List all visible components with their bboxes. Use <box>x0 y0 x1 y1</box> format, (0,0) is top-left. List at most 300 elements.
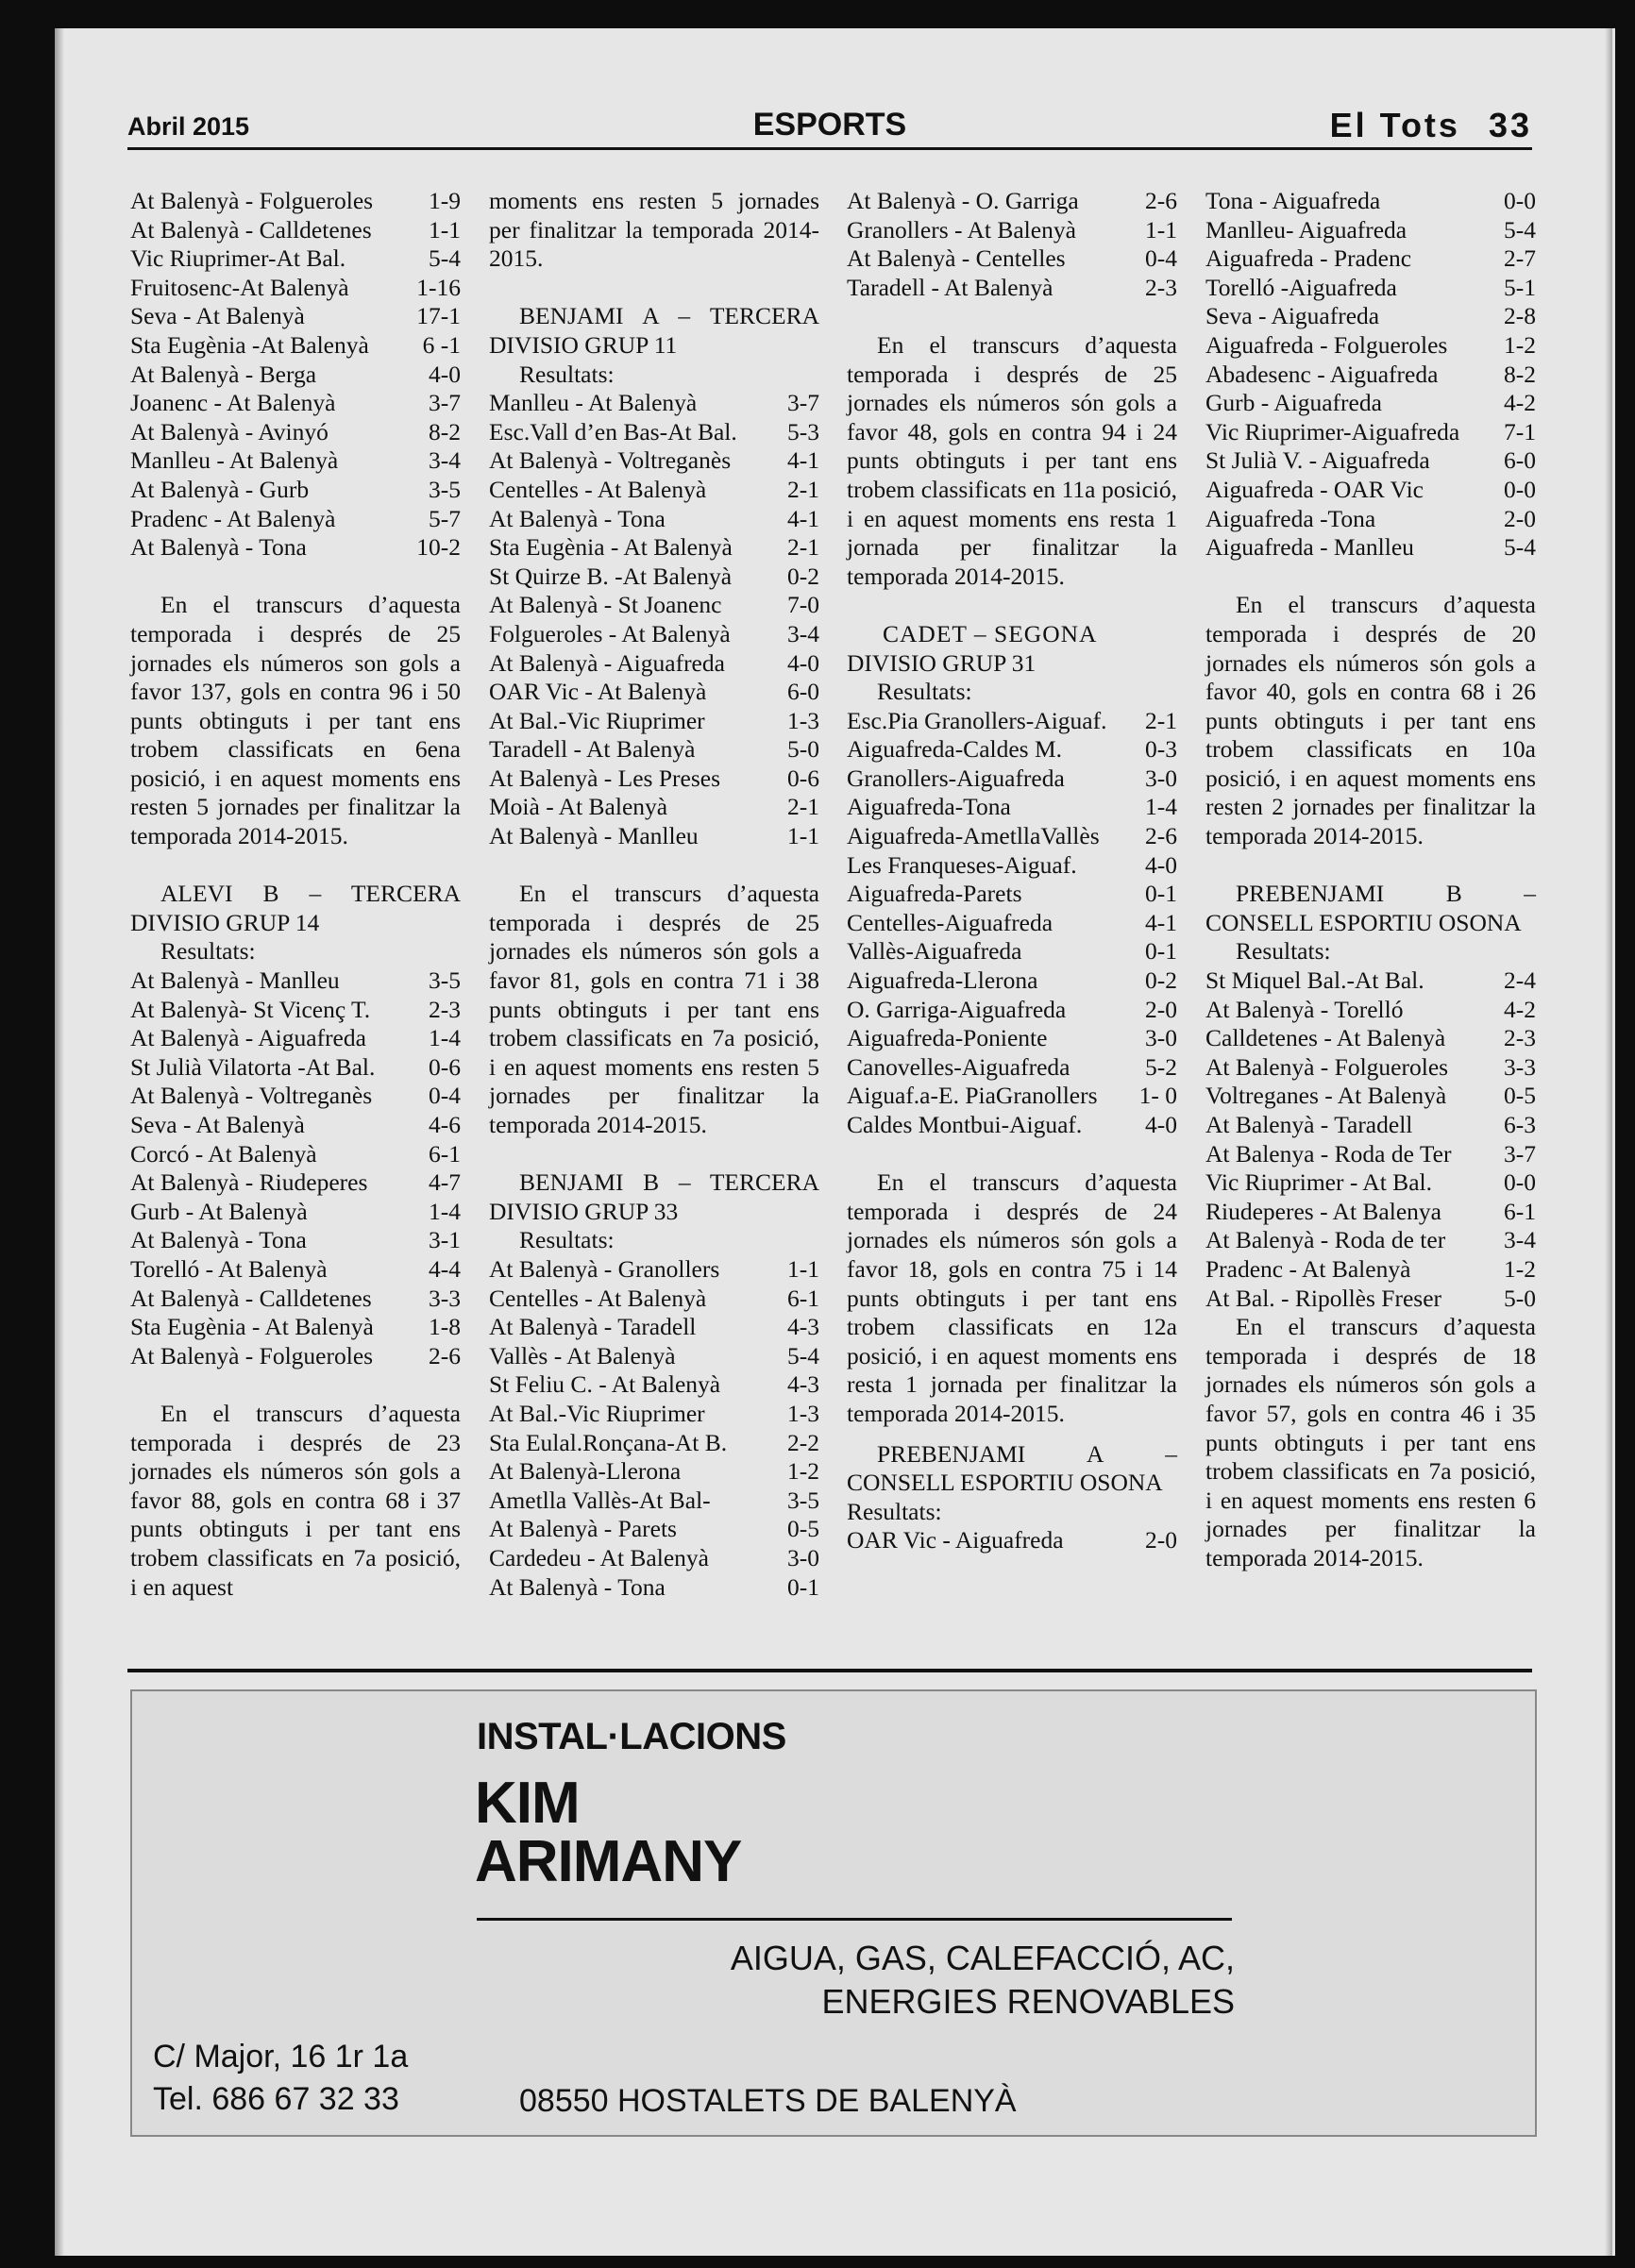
match-score: 0-3 <box>1145 735 1177 764</box>
match-score: 3-4 <box>787 619 819 647</box>
result-row <box>1205 1255 1536 1285</box>
match-score: 1-2 <box>787 1457 819 1486</box>
page-number: 33 <box>1488 106 1532 144</box>
match-score: 5-1 <box>1504 273 1536 301</box>
match-score: 0-1 <box>787 1572 819 1601</box>
match-teams: Aiguaf.a-E. PiaGranollers <box>847 1082 1098 1110</box>
result-row <box>130 1342 461 1371</box>
match-teams: Sta Eugènia - At Balenyà <box>130 1313 374 1341</box>
result-row <box>130 1082 461 1111</box>
result-row <box>847 244 1177 274</box>
match-score: 8-2 <box>429 417 461 445</box>
match-score: 1- 0 <box>1138 1082 1177 1110</box>
match-teams: Aiguafreda-AmetllaVallès <box>847 822 1100 850</box>
match-teams: Manlleu - At Balenyà <box>130 446 339 475</box>
match-teams: At Bal.-Vic Riuprimer <box>489 1399 705 1427</box>
match-score: 1-3 <box>787 1399 819 1427</box>
match-teams: Cardedeu - At Balenyà <box>489 1543 709 1571</box>
result-row <box>847 851 1177 881</box>
match-teams: Corcó - At Balenyà <box>130 1139 317 1168</box>
match-score: 3-0 <box>1145 1024 1177 1052</box>
result-row <box>847 880 1177 909</box>
match-teams: Gurb - Aiguafreda <box>1205 389 1382 417</box>
result-row <box>1205 389 1536 418</box>
result-row <box>130 966 461 996</box>
match-teams: Torelló - At Balenyà <box>130 1254 328 1283</box>
results-label: Resultats: <box>847 1497 942 1525</box>
match-teams: St Julià V. - Aiguafreda <box>1205 446 1430 475</box>
match-teams: Aiguafreda-Tona <box>847 793 1011 821</box>
results-label: Resultats: <box>877 678 972 706</box>
match-teams: At Balenyà - Tona <box>489 504 666 532</box>
result-row <box>1205 505 1536 534</box>
match-score: 1-8 <box>429 1313 461 1341</box>
match-score: 4-6 <box>429 1111 461 1138</box>
result-row <box>130 331 461 361</box>
match-teams: At Balenyà - Folgueroles <box>130 187 374 214</box>
result-row <box>130 1111 461 1140</box>
results-list <box>847 707 1177 1140</box>
match-teams: Sta Eulal.Ronçana-At B. <box>489 1428 728 1456</box>
match-score: 4-1 <box>787 504 819 532</box>
match-teams: At Balenyà - Les Preses <box>489 764 721 792</box>
result-row <box>1205 1024 1536 1053</box>
match-score: 3-1 <box>429 1226 461 1254</box>
result-row <box>847 1024 1177 1053</box>
match-teams: Riudeperes - At Balenya <box>1205 1197 1441 1225</box>
match-teams: At Balenyà - Manlleu <box>130 966 340 995</box>
match-score: 5-0 <box>787 735 819 764</box>
result-row <box>130 1168 461 1198</box>
match-teams: At Balenyà - Tona <box>130 1226 307 1254</box>
match-teams: At Balenyà - Aiguafreda <box>130 1024 366 1052</box>
result-row <box>130 418 461 447</box>
match-teams: At Balenyà - Taradell <box>489 1313 697 1341</box>
result-row <box>847 1526 1177 1555</box>
match-score: 3-3 <box>429 1284 461 1312</box>
match-teams: Seva - At Balenyà <box>130 302 305 330</box>
result-row <box>489 563 819 592</box>
match-teams: Caldes Montbui-Aiguaf. <box>847 1111 1083 1138</box>
match-score: 3-3 <box>1504 1052 1536 1081</box>
match-score: 5-4 <box>1504 533 1536 562</box>
ad-phone: Tel. 686 67 32 33 <box>153 2081 399 2117</box>
result-row <box>847 1111 1177 1140</box>
match-teams: At Balenyà - Tona <box>489 1572 666 1601</box>
match-score: 6-0 <box>787 678 819 706</box>
match-teams: Ametlla Vallès-At Bal- <box>489 1486 711 1514</box>
match-score: 17-1 <box>416 302 461 330</box>
section-heading: PREBENJAMI B – CONSELL ESPORTIU OSONA <box>1205 880 1536 936</box>
match-teams: At Balenyà - St Joanenc <box>489 591 722 619</box>
result-row <box>130 533 461 563</box>
results-list <box>1205 187 1536 563</box>
result-row <box>489 389 819 418</box>
match-score: 1-2 <box>1504 1254 1536 1283</box>
section-heading <box>847 620 1177 649</box>
match-score: 4-0 <box>787 648 819 677</box>
result-row <box>489 793 819 822</box>
match-score: 0-0 <box>1504 475 1536 503</box>
match-score: 2-6 <box>1145 822 1177 850</box>
page-spine <box>55 28 64 2256</box>
result-row <box>489 418 819 447</box>
match-teams: St Julià Vilatorta -At Bal. <box>130 1052 376 1081</box>
match-score: 5-0 <box>1504 1284 1536 1312</box>
results-list <box>130 966 461 1370</box>
section-title: ESPORTS <box>752 107 907 143</box>
result-row <box>130 1053 461 1083</box>
match-score: 0-0 <box>1504 1168 1536 1197</box>
match-score: 4-2 <box>1504 995 1536 1023</box>
match-score: 1-1 <box>1145 215 1177 244</box>
result-row <box>1205 1168 1536 1198</box>
result-row <box>489 1370 819 1400</box>
result-row <box>130 1313 461 1342</box>
result-row <box>130 476 461 505</box>
result-row <box>489 476 819 505</box>
result-row <box>489 1313 819 1342</box>
result-row <box>847 274 1177 303</box>
ad-services: AIGUA, GAS, CALEFACCIÓ, AC, <box>730 1939 1235 1977</box>
match-teams: At Bal.-Vic Riuprimer <box>489 706 705 734</box>
match-teams: At Balenyà - Riudeperes <box>130 1168 368 1197</box>
match-teams: Seva - At Balenyà <box>130 1111 305 1138</box>
result-row <box>1205 361 1536 390</box>
match-teams: Voltreganes - At Balenyà <box>1205 1082 1447 1110</box>
match-teams: Granollers-Aiguafreda <box>847 764 1065 792</box>
result-row <box>1205 966 1536 996</box>
match-teams: Calldetenes - At Balenyà <box>1205 1024 1446 1052</box>
match-score: 0-1 <box>1145 880 1177 908</box>
match-score: 2-1 <box>787 475 819 503</box>
match-teams: At Balenyà - Voltreganès <box>489 446 732 475</box>
result-row <box>847 764 1177 794</box>
match-teams: Centelles-Aiguafreda <box>847 908 1053 936</box>
match-score: 6-1 <box>1504 1197 1536 1225</box>
match-score: 1-1 <box>787 822 819 850</box>
match-teams: Centelles - At Balenyà <box>489 1284 707 1312</box>
result-row <box>847 216 1177 245</box>
match-score: 4-7 <box>429 1168 461 1197</box>
match-teams: Aiguafreda - Folgueroles <box>1205 330 1448 359</box>
match-teams: At Balenyà - Gurb <box>130 475 310 503</box>
match-score: 5-4 <box>787 1341 819 1369</box>
match-score: 4-4 <box>429 1254 461 1283</box>
match-score: 3-5 <box>787 1486 819 1514</box>
page-edge <box>1605 28 1612 2256</box>
match-teams: Folgueroles - At Balenyà <box>489 619 731 647</box>
match-teams: At Balenyà - Centelles <box>847 244 1066 273</box>
match-teams: Moià - At Balenyà <box>489 793 668 821</box>
match-teams: St Quirze B. -At Balenyà <box>489 562 733 590</box>
result-row <box>130 446 461 476</box>
match-score: 6-0 <box>1504 446 1536 475</box>
results-list <box>847 1526 1177 1555</box>
match-score: 2-0 <box>1145 1526 1177 1554</box>
match-score: 4-0 <box>1145 850 1177 879</box>
ad-divider <box>127 1669 1532 1672</box>
match-teams: At Balenyà - Manlleu <box>489 822 699 850</box>
match-teams: Canovelles-Aiguafreda <box>847 1052 1070 1081</box>
results-list <box>489 1255 819 1602</box>
result-row <box>489 1487 819 1516</box>
match-teams: Sta Eugènia - At Balenyà <box>489 533 733 562</box>
match-teams: Aiguafreda-Llerona <box>847 966 1038 995</box>
result-row <box>130 1255 461 1285</box>
match-teams: At Balenyà - Torelló <box>1205 995 1404 1023</box>
result-row <box>1205 187 1536 216</box>
match-score: 4-3 <box>787 1313 819 1341</box>
ad-address: C/ Major, 16 1r 1a <box>153 2039 409 2075</box>
match-teams: Vic Riuprimer-Aiguafreda <box>1205 417 1460 445</box>
match-teams: Vic Riuprimer-At Bal. <box>130 244 346 273</box>
match-teams: At Balenyà- St Vicenç T. <box>130 995 371 1023</box>
result-row <box>489 1255 819 1285</box>
season-summary: En el transcurs d’aquesta temporada i després de 24 jornades els números són gols a favor 18, gols en contra 75 i 14 punts obtinguts i per tant ens trobem classificats en 12a posició, i en aquest moments ens resta 1 jornada per finalitzar la temporada 2014-2015. <box>847 1168 1177 1427</box>
page-header <box>127 104 1532 150</box>
match-score: 4-3 <box>787 1370 819 1399</box>
match-score: 4-1 <box>1145 908 1177 936</box>
results-label: Resultats: <box>519 360 615 388</box>
match-teams: Abadesenc - Aiguafreda <box>1205 360 1439 388</box>
result-row <box>1205 1285 1536 1314</box>
match-score: 0-1 <box>1145 937 1177 966</box>
match-score: 2-1 <box>787 533 819 562</box>
match-teams: Gurb - At Balenyà <box>130 1197 308 1225</box>
match-score: 1-4 <box>429 1197 461 1225</box>
match-score: 7-1 <box>1504 417 1536 445</box>
result-row <box>489 446 819 476</box>
season-summary-continued: moments ens resten 5 jornades per finalitzar la temporada 2014-2015. <box>489 187 819 273</box>
ad-business-name <box>475 1771 742 1894</box>
ad-rule <box>477 1918 1232 1921</box>
ad-postal: 08550 HOSTALETS DE BALENYÀ <box>519 2083 1017 2119</box>
match-teams: Granollers - At Balenyà <box>847 215 1076 244</box>
ad-services: ENERGIES RENOVABLES <box>821 1982 1235 2021</box>
match-teams: At Balenyà - Folgueroles <box>130 1341 374 1369</box>
column-1 <box>130 187 461 1602</box>
match-teams: Aiguafreda - Manlleu <box>1205 533 1414 562</box>
column-4 <box>1205 187 1536 1573</box>
match-score: 2-1 <box>787 793 819 821</box>
match-teams: Vallès-Aiguafreda <box>847 937 1022 966</box>
match-teams: Vic Riuprimer - At Bal. <box>1205 1168 1432 1197</box>
match-teams: Torelló -Aiguafreda <box>1205 273 1397 301</box>
result-row <box>130 1285 461 1314</box>
season-summary: En el transcurs d’aquesta temporada i després de 20 jornades els números són gols a favor 40, gols en contra 68 i 26 punts obtinguts i per tant ens trobem classificats en 10a posició, i en aquest moments ens resten 2 jornades per finalitzar la temporada 2014-2015. <box>1205 591 1536 850</box>
result-row <box>489 1429 819 1458</box>
match-teams: Fruitosenc-At Balenyà <box>130 273 349 301</box>
result-row <box>489 649 819 679</box>
result-row <box>847 735 1177 764</box>
match-teams: Centelles - At Balenyà <box>489 475 707 503</box>
match-score: 5-4 <box>429 244 461 273</box>
match-score: 6 -1 <box>422 330 461 359</box>
match-score: 1-4 <box>1145 793 1177 821</box>
match-teams: Sta Eugènia -At Balenyà <box>130 330 369 359</box>
match-score: 2-1 <box>1145 706 1177 734</box>
match-score: 3-7 <box>1504 1139 1536 1168</box>
result-row <box>489 1285 819 1314</box>
match-score: 1-9 <box>429 187 461 214</box>
match-teams: Aiguafreda-Caldes M. <box>847 735 1063 764</box>
match-score: 0-6 <box>787 764 819 792</box>
match-score: 2-6 <box>1145 187 1177 214</box>
match-teams: At Balenyà - Folgueroles <box>1205 1052 1449 1081</box>
ad-name-line: ARIMANY <box>475 1829 742 1894</box>
result-row <box>489 1573 819 1603</box>
match-teams: Manlleu - At Balenyà <box>489 389 698 417</box>
result-row <box>130 361 461 390</box>
result-row <box>847 822 1177 851</box>
result-row <box>1205 216 1536 245</box>
section-heading: BENJAMI A – TERCERA DIVISIO GRUP 11 <box>489 302 819 359</box>
match-score: 2-4 <box>1504 966 1536 995</box>
match-score: 7-0 <box>787 591 819 619</box>
season-summary: En el transcurs d’aquesta temporada i després de 23 jornades els números són gols a favor 88, gols en contra 68 i 37 punts obtinguts i per tant ens trobem classificats en 7a posició, i en aquest <box>130 1399 461 1601</box>
match-score: 3-4 <box>429 446 461 475</box>
result-row <box>847 996 1177 1025</box>
match-teams: Aiguafreda -Tona <box>1205 504 1376 532</box>
match-score: 2-7 <box>1504 244 1536 273</box>
result-row <box>489 678 819 707</box>
match-teams: At Balenyà - O. Garriga <box>847 187 1079 214</box>
match-score: 3-5 <box>429 966 461 995</box>
match-teams: At Balenyà - Calldetenes <box>130 215 372 244</box>
match-score: 6-3 <box>1504 1111 1536 1138</box>
result-row <box>847 793 1177 822</box>
result-row <box>489 735 819 764</box>
match-teams: At Balenya - Roda de Ter <box>1205 1139 1452 1168</box>
season-summary: En el transcurs d’aquesta temporada i després de 18 jornades els números són gols a favor 57, gols en contra 46 i 35 punts obtinguts i per tant ens trobem classificats en 7a posició, i en aquest moments ens resten 6 jornades per finalitzar la temporada 2014-2015. <box>1205 1313 1536 1571</box>
result-row <box>130 505 461 534</box>
result-row <box>130 1198 461 1227</box>
result-row <box>130 389 461 418</box>
result-row <box>489 764 819 794</box>
result-row <box>489 533 819 563</box>
match-score: 3-7 <box>787 389 819 417</box>
match-score: 0-2 <box>1145 966 1177 995</box>
match-score: 4-0 <box>1145 1111 1177 1138</box>
publication-title <box>1330 106 1532 145</box>
result-row <box>1205 476 1536 505</box>
result-row <box>847 1082 1177 1111</box>
result-row <box>489 1400 819 1429</box>
results-list <box>489 389 819 851</box>
match-score: 2-0 <box>1145 995 1177 1023</box>
match-teams: Les Franqueses-Aiguaf. <box>847 850 1077 879</box>
result-row <box>847 937 1177 966</box>
match-score: 0-4 <box>429 1082 461 1110</box>
result-row <box>130 244 461 274</box>
match-score: 4-0 <box>429 360 461 388</box>
match-teams: Pradenc - At Balenyà <box>130 504 336 532</box>
result-row <box>1205 1140 1536 1169</box>
result-row <box>489 707 819 736</box>
ad-name-line: KIM <box>475 1771 580 1836</box>
result-row <box>489 1544 819 1573</box>
match-teams: Taradell - At Balenyà <box>847 273 1053 301</box>
result-row <box>130 216 461 245</box>
match-score: 1-3 <box>787 706 819 734</box>
results-list <box>130 187 461 563</box>
result-row <box>489 1457 819 1487</box>
match-teams: At Balenyà - Granollers <box>489 1254 720 1283</box>
season-summary: En el transcurs d’aquesta temporada i després de 25 jornades els números són gols a favor 48, gols en contra 94 i 24 punts obtinguts i per tant ens trobem classificats en 11a posició, i en aquest moments ens resta 1 jornada per finalitzar la temporada 2014-2015. <box>847 330 1177 590</box>
match-score: 2-3 <box>429 995 461 1023</box>
match-teams: At Balenyà - Voltreganès <box>130 1082 373 1110</box>
match-teams: Aiguafreda - OAR Vic <box>1205 475 1424 503</box>
result-row <box>130 996 461 1025</box>
match-teams: Taradell - At Balenyà <box>489 735 696 764</box>
result-row <box>847 187 1177 216</box>
match-score: 2-0 <box>1504 504 1536 532</box>
match-teams: At Balenyà - Parets <box>489 1515 677 1543</box>
match-teams: At Balenyà - Avinyó <box>130 417 329 445</box>
match-score: 0-4 <box>1145 244 1177 273</box>
result-row <box>489 822 819 851</box>
match-score: 5-2 <box>1145 1052 1177 1081</box>
section-heading: ALEVI B – TERCERA DIVISIO GRUP 14 <box>130 880 461 936</box>
match-score: 1-1 <box>429 215 461 244</box>
result-row <box>489 620 819 649</box>
match-teams: O. Garriga-Aiguafreda <box>847 995 1067 1023</box>
match-teams: At Balenyà - Tona <box>130 533 307 562</box>
match-teams: St Miquel Bal.-At Bal. <box>1205 966 1424 995</box>
result-row <box>1205 302 1536 331</box>
match-score: 2-3 <box>1145 273 1177 301</box>
results-label: Resultats: <box>160 937 256 966</box>
season-summary: En el transcurs d’aquesta temporada i després de 25 jornades els números són gols a favor 81, gols en contra 71 i 38 punts obtinguts i per tant ens trobem classificats en 7a posició, i en aquest moments ens resten 5 jornades per finalitzar la temporada 2014-2015. <box>489 880 819 1138</box>
match-teams: Manlleu- Aiguafreda <box>1205 215 1407 244</box>
match-teams: OAR Vic - At Balenyà <box>489 678 707 706</box>
match-score: 6-1 <box>429 1139 461 1168</box>
match-teams: At Balenyà - Taradell <box>1205 1111 1413 1138</box>
match-teams: At Balenyà - Aiguafreda <box>489 648 725 677</box>
result-row <box>1205 533 1536 563</box>
match-teams: Esc.Pia Granollers-Aiguaf. <box>847 706 1107 734</box>
result-row <box>1205 1053 1536 1083</box>
match-score: 10-2 <box>416 533 461 562</box>
match-score: 1-2 <box>1504 330 1536 359</box>
match-score: 6-1 <box>787 1284 819 1312</box>
result-row <box>847 1053 1177 1083</box>
match-score: 0-5 <box>787 1515 819 1543</box>
match-teams: Tona - Aiguafreda <box>1205 187 1381 214</box>
match-teams: Esc.Vall d’en Bas-At Bal. <box>489 417 737 445</box>
result-row <box>130 302 461 331</box>
result-row <box>130 1024 461 1053</box>
match-teams: At Bal. - Ripollès Freser <box>1205 1284 1442 1312</box>
match-teams: Vallès - At Balenyà <box>489 1341 676 1369</box>
match-teams: At Balenyà - Berga <box>130 360 317 388</box>
match-teams: Pradenc - At Balenyà <box>1205 1254 1411 1283</box>
match-score: 0-0 <box>1504 187 1536 214</box>
match-score: 1-1 <box>787 1254 819 1283</box>
results-list <box>847 187 1177 302</box>
match-teams: St Feliu C. - At Balenyà <box>489 1370 721 1399</box>
match-score: 4-1 <box>787 446 819 475</box>
match-score: 3-0 <box>787 1543 819 1571</box>
match-score: 2-8 <box>1504 302 1536 330</box>
match-score: 4-2 <box>1504 389 1536 417</box>
match-teams: OAR Vic - Aiguafreda <box>847 1526 1064 1554</box>
season-summary: En el transcurs d’aquesta temporada i després de 25 jornades els números son gols a favor 137, gols en contra 96 i 50 punts obtinguts i per tant ens trobem classificats en 6ena posició, i en aquest moments ens resten 5 jornades per finalitzar la temporada 2014-2015. <box>130 591 461 850</box>
match-score: 0-5 <box>1504 1082 1536 1110</box>
match-score: 2-3 <box>1504 1024 1536 1052</box>
match-teams: At Balenyà - Roda de ter <box>1205 1226 1446 1254</box>
